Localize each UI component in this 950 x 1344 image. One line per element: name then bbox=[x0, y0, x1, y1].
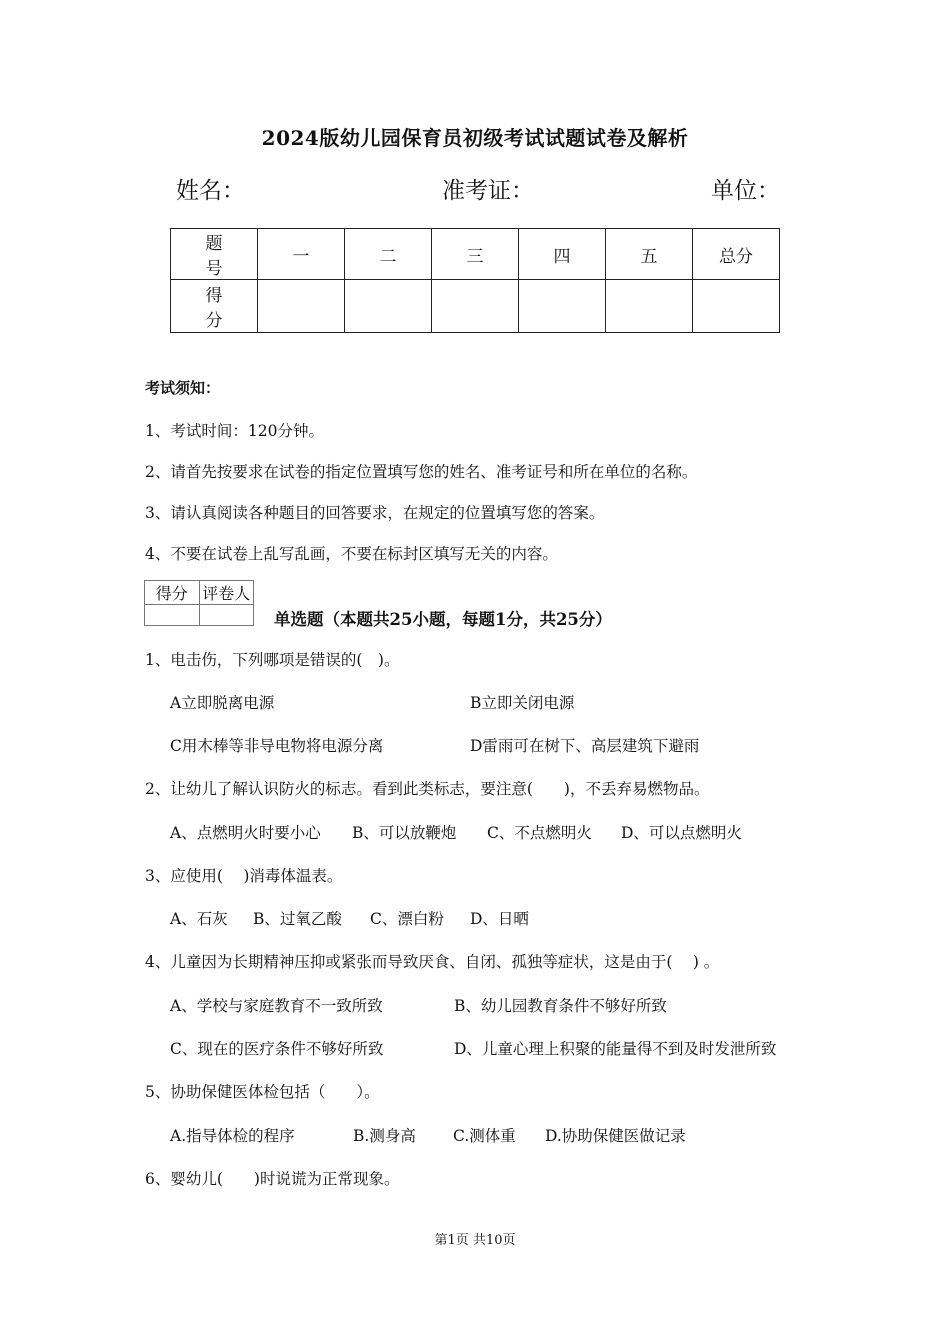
score-table-header-2: 二 bbox=[345, 229, 432, 280]
option: B、可以放鞭炮 bbox=[352, 824, 457, 842]
unit-field-label: 单位： bbox=[711, 178, 780, 204]
question-text: 1、电击伤，下列哪项是错误的( )。 bbox=[145, 651, 400, 669]
option: B、过氧乙酸 bbox=[253, 910, 342, 928]
question-text: 2、让幼儿了解认识防火的标志。看到此类标志，要注意( )，不丢弃易燃物品。 bbox=[145, 780, 710, 798]
score-cell bbox=[519, 280, 606, 333]
grader-name-label: 评卷人 bbox=[199, 581, 254, 605]
question-text: 5、协助保健医体检包括（ ）。 bbox=[145, 1083, 380, 1101]
grader-name-cell bbox=[199, 605, 254, 626]
option: A.指导体检的程序 bbox=[170, 1127, 295, 1145]
score-table-header-4: 四 bbox=[519, 229, 606, 280]
option: D.协助保健医做记录 bbox=[545, 1127, 686, 1145]
score-table-header-1: 一 bbox=[258, 229, 345, 280]
name-field-label: 姓名： bbox=[176, 178, 245, 204]
score-table-header-label: 题号 bbox=[171, 229, 258, 280]
notice-item: 1、考试时间：120分钟。 bbox=[145, 422, 324, 440]
option: B.测身高 bbox=[353, 1127, 416, 1145]
score-table bbox=[170, 228, 780, 333]
score-cell bbox=[432, 280, 519, 333]
question-text: 4、儿童因为长期精神压抑或紧张而导致厌食、自闭、孤独等症状，这是由于( ) 。 bbox=[145, 953, 720, 971]
score-cell bbox=[693, 280, 780, 333]
option: C.测体重 bbox=[453, 1127, 516, 1145]
notice-item: 2、请首先按要求在试卷的指定位置填写您的姓名、准考证号和所在单位的名称。 bbox=[145, 463, 698, 481]
option: D雷雨可在树下、高层建筑下避雨 bbox=[470, 737, 700, 755]
option: A、石灰 bbox=[170, 910, 228, 928]
notice-item: 4、不要在试卷上乱写乱画，不要在标封区填写无关的内容。 bbox=[145, 545, 558, 563]
option: D、日晒 bbox=[470, 910, 529, 928]
score-cell bbox=[606, 280, 693, 333]
score-table-header-3: 三 bbox=[432, 229, 519, 280]
notice-title: 考试须知： bbox=[145, 379, 221, 397]
option: C、漂白粉 bbox=[370, 910, 444, 928]
option: A立即脱离电源 bbox=[170, 694, 275, 712]
score-table-row-label: 得分 bbox=[171, 280, 258, 333]
score-table-header-5: 五 bbox=[606, 229, 693, 280]
page-footer: 第1页 共10页 bbox=[434, 1233, 516, 1248]
score-cell bbox=[345, 280, 432, 333]
option: B、幼儿园教育条件不够好所致 bbox=[454, 997, 667, 1015]
page-title: 2024版幼儿园保育员初级考试试题试卷及解析 bbox=[261, 126, 689, 150]
option: C、不点燃明火 bbox=[487, 824, 592, 842]
question-text: 6、婴幼儿( )时说谎为正常现象。 bbox=[145, 1170, 400, 1188]
section-title: 单选题（本题共25小题，每题1分，共25分） bbox=[274, 610, 612, 629]
option: B立即关闭电源 bbox=[470, 694, 575, 712]
score-table-header-total: 总分 bbox=[693, 229, 780, 280]
option: A、学校与家庭教育不一致所致 bbox=[170, 997, 383, 1015]
option: C、现在的医疗条件不够好所致 bbox=[170, 1040, 384, 1058]
notice-item: 3、请认真阅读各种题目的回答要求，在规定的位置填写您的答案。 bbox=[145, 504, 605, 522]
exam-id-field-label: 准考证： bbox=[442, 178, 534, 204]
grader-score-label: 得分 bbox=[145, 581, 200, 605]
grader-score-cell bbox=[145, 605, 200, 626]
score-cell bbox=[258, 280, 345, 333]
question-text: 3、应使用( )消毒体温表。 bbox=[145, 867, 343, 885]
grader-box bbox=[144, 580, 254, 626]
option: D、可以点燃明火 bbox=[621, 824, 742, 842]
option: C用木棒等非导电物将电源分离 bbox=[170, 737, 384, 755]
option: D、儿童心理上积聚的能量得不到及时发泄所致 bbox=[454, 1040, 777, 1058]
option: A、点燃明火时要小心 bbox=[170, 824, 321, 842]
